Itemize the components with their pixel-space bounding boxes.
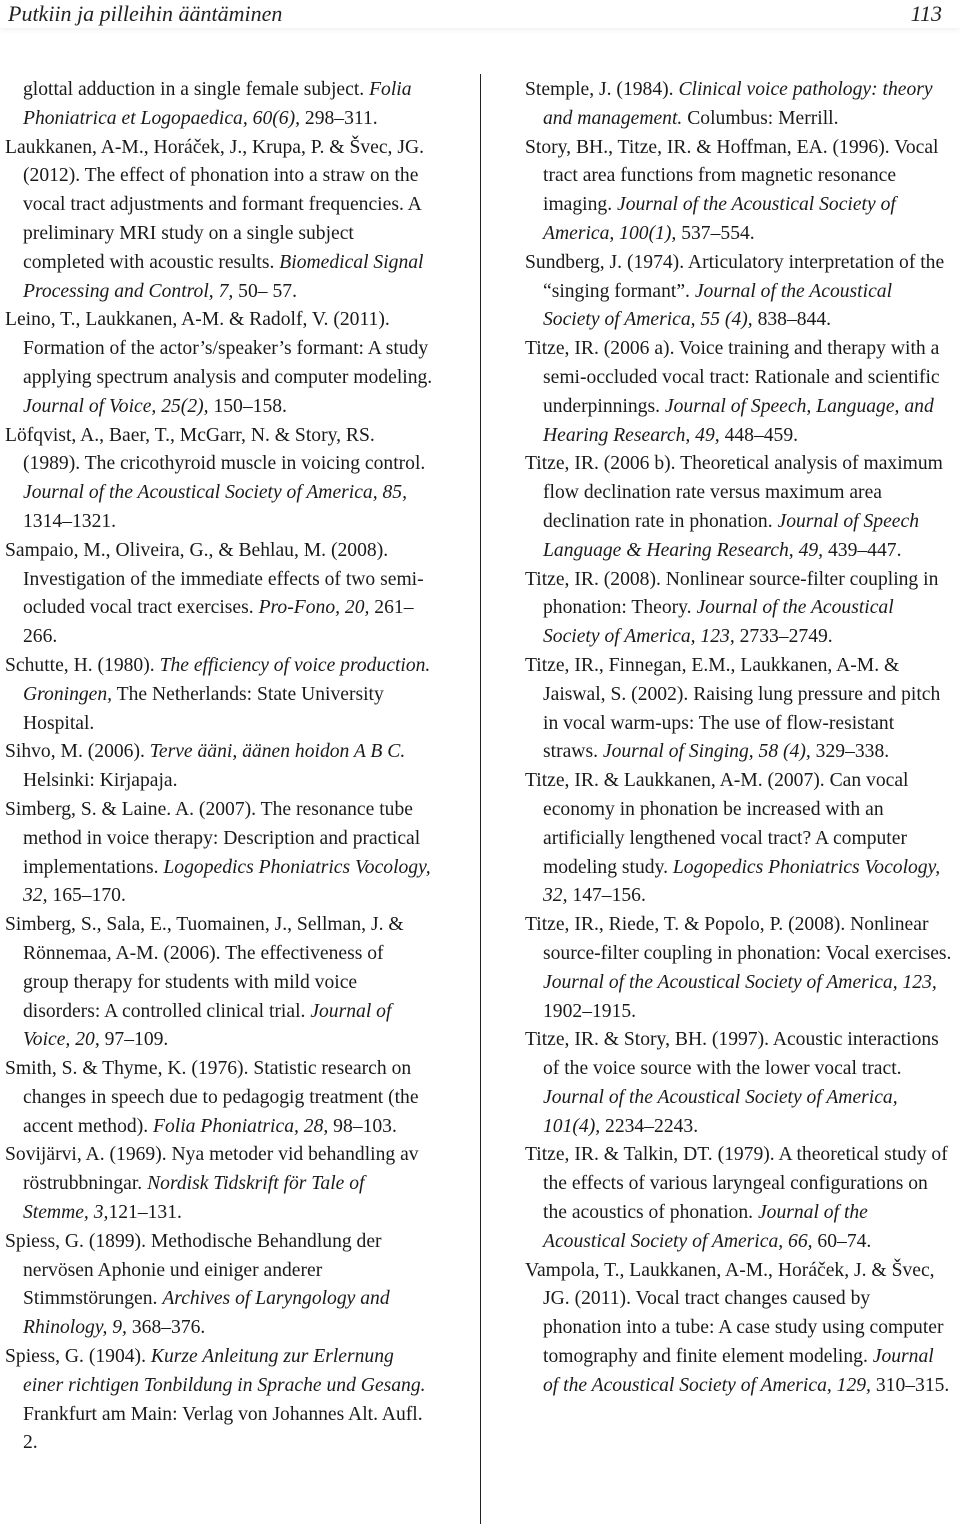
reference-entry	[525, 1257, 953, 1401]
reference-text: 97–109.	[99, 1029, 169, 1051]
reference-entry	[5, 1343, 433, 1458]
reference-entry	[5, 652, 433, 738]
reference-text: 60–74.	[812, 1230, 872, 1252]
reference-entry	[5, 1141, 433, 1227]
reference-source: Journal of the Acoustical Society of America, 85,	[23, 482, 408, 504]
reference-source: Journal of the Acoustical Society of America, 101(4),	[543, 1086, 898, 1137]
reference-text: Titze, IR. (2006 b). Theoretical analysis of maximum flow declination rate versus maximum area declination rate in phonation.	[525, 453, 943, 532]
reference-entry	[5, 422, 433, 537]
reference-source: Journal of Speech, Language, and Hearing Research, 49,	[543, 395, 934, 446]
reference-source: Journal of Speech Language & Hearing Research, 49,	[543, 510, 919, 561]
reference-text: Sampaio, M., Oliveira, G., & Behlau, M. (2008). Investigation of the immediate effects of two semi-ocluded vocal tract exercises.	[5, 539, 424, 619]
reference-text: Simberg, S. & Laine. A. (2007). The resonance tube method in voice therapy: Description and practical implementations.	[5, 798, 421, 878]
reference-source: Biomedical Signal Processing and Control, 7,	[23, 251, 424, 302]
reference-text: 310–315.	[870, 1374, 950, 1396]
reference-entry	[525, 450, 953, 565]
reference-source: Terve ääni, äänen hoidon A B C.	[149, 741, 406, 763]
reference-text: 2234–2243.	[600, 1115, 699, 1137]
reference-entry	[5, 306, 433, 421]
reference-source: Journal of Singing, 58 (4),	[602, 741, 811, 763]
reference-entry	[5, 738, 433, 796]
column-divider	[480, 74, 481, 1524]
reference-entry	[5, 537, 433, 652]
reference-text: 838–844.	[752, 309, 832, 331]
reference-text: Sundberg, J. (1974). Articulatory interpretation of the “singing formant”.	[525, 251, 945, 302]
reference-text: 1314–1321.	[23, 510, 117, 532]
reference-text: The Netherlands: State University Hospital.	[23, 683, 384, 734]
reference-text: 448–459.	[719, 424, 799, 446]
reference-text: Smith, S. & Thyme, K. (1976). Statistic research on changes in speech due to pedagogig treatment (the accent method).	[5, 1058, 419, 1137]
reference-entry	[5, 134, 433, 307]
reference-text: 329–338.	[810, 741, 890, 763]
reference-text: Laukkanen, A-M., Horáček, J., Krupa, P. & Švec, JG. (2012). The effect of phonation into a straw on the vocal tract adjustments and formant frequencies. A preliminary MRI study on a single subject completed with acoustic results.	[5, 136, 425, 273]
reference-entry	[525, 249, 953, 335]
reference-source: Kurze Anleitung zur Erlernung einer richtigen Tonbildung in Sprache und Gesang.	[23, 1346, 426, 1396]
reference-entry	[5, 76, 433, 134]
reference-source: Journal of the Acoustical Society of America, 123,	[543, 971, 937, 993]
reference-source: Clinical voice pathology: theory and management.	[543, 79, 933, 129]
reference-text: 298–311.	[300, 107, 378, 129]
reference-text: Titze, IR., Riede, T. & Popolo, P. (2008). Nonlinear source-filter coupling in phonation: Vocal exercises.	[525, 914, 952, 964]
reference-source: Archives of Laryngology and Rhinology, 9,	[23, 1288, 390, 1339]
reference-source: Journal of Voice, 20,	[23, 1000, 392, 1051]
reference-text: Helsinki: Kirjapaja.	[23, 770, 178, 792]
reference-source: Journal of the Acoustical Society of America, 66,	[543, 1202, 868, 1252]
reference-text: Spiess, G. (1904).	[5, 1346, 151, 1368]
reference-entry	[525, 134, 953, 249]
reference-text: Titze, IR. & Laukkanen, A-M. (2007). Can vocal economy in phonation be increased with an artificially lengthened vocal tract? A computer modeling study.	[525, 770, 909, 878]
reference-text: Leino, T., Laukkanen, A-M. & Radolf, V. (2011). Formation of the actor’s/speaker’s formant: A study applying spectrum analysis and computer modeling.	[5, 309, 433, 388]
reference-source: Journal of the Acoustical Society of America, 123,	[543, 597, 894, 648]
reference-entry	[5, 1228, 433, 1343]
reference-entry	[525, 911, 953, 1026]
reference-entry	[525, 1026, 953, 1141]
reference-text: Sovijärvi, A. (1969). Nya metoder vid behandling av röstrubbningar.	[5, 1144, 419, 1195]
reference-entry	[525, 76, 953, 134]
reference-text: 537–554.	[676, 222, 755, 244]
reference-entry	[525, 767, 953, 911]
running-header	[0, 0, 960, 28]
reference-text: Spiess, G. (1899). Methodische Behandlung der nervösen Aphonie und einiger anderer Stimmstörungen.	[5, 1230, 382, 1310]
reference-entry	[5, 796, 433, 911]
reference-source: Journal of the Acoustical Society of America, 129,	[543, 1346, 934, 1396]
reference-source: Logopedics Phoniatrics Vocology, 32,	[23, 856, 431, 907]
reference-source: Folia Phoniatrica, 28,	[153, 1115, 329, 1137]
reference-text: 50– 57.	[233, 280, 297, 302]
right-column-references	[525, 76, 953, 1401]
reference-text: Frankfurt am Main: Verlag von Johannes Alt. Aufl. 2.	[23, 1403, 423, 1454]
reference-text: Vampola, T., Laukkanen, A-M., Horáček, J. & Švec, JG. (2011). Vocal tract changes caused by phonation into a tube: A case study using computer tomography and finite element modeling.	[525, 1259, 944, 1368]
reference-text: 439–447.	[823, 539, 902, 561]
reference-text: 2733–2749.	[734, 626, 833, 648]
reference-text: Simberg, S., Sala, E., Tuomainen, J., Sellman, J. & Rönnemaa, A-M. (2006). The effectiveness of group therapy for students with mild voice disorders: A controlled clinical trial.	[5, 914, 404, 1022]
reference-text: Schutte, H. (1980).	[5, 654, 160, 676]
reference-text: Story, BH., Titze, IR. & Hoffman, EA. (1996). Vocal tract area functions from magnetic resonance imaging.	[525, 136, 939, 216]
reference-text: Sihvo, M. (2006).	[5, 741, 150, 763]
reference-entry	[525, 335, 953, 450]
reference-entry	[5, 1055, 433, 1141]
reference-text: 368–376.	[126, 1317, 206, 1339]
reference-source: Folia Phoniatrica et Logopaedica, 60(6),	[23, 79, 412, 129]
reference-text: Titze, IR. (2008). Nonlinear source-filter coupling in phonation: Theory.	[525, 568, 939, 619]
reference-source: Journal of the Acoustical Society of America, 55 (4),	[543, 280, 893, 331]
reference-entry	[525, 566, 953, 652]
reference-source: Journal of the Acoustical Society of America, 100(1),	[543, 194, 896, 244]
reference-source: Nordisk Tidskrift för Tale of Stemme, 3,	[23, 1173, 365, 1224]
reference-text: 1902–1915.	[543, 1000, 637, 1022]
reference-text: Titze, IR., Finnegan, E.M., Laukkanen, A-M. & Jaiswal, S. (2002). Raising lung pressure and pitch in vocal warm-ups: The use of flow-resistant straws.	[525, 654, 941, 763]
reference-text: 165–170.	[47, 885, 126, 907]
reference-text: Titze, IR. & Story, BH. (1997). Acoustic interactions of the voice source with the lower vocal tract.	[525, 1029, 939, 1080]
reference-source: Journal of Voice, 25(2),	[23, 395, 209, 417]
reference-entry	[5, 911, 433, 1055]
reference-text: Titze, IR. (2006 a). Voice training and therapy with a semi-occluded vocal tract: Rationale and scientific underpinnings.	[525, 338, 940, 417]
reference-text: 150–158.	[208, 395, 287, 417]
reference-text: Columbus: Merrill.	[682, 107, 839, 129]
reference-source: Logopedics Phoniatrics Vocology, 32,	[543, 856, 941, 907]
reference-text: glottal adduction in a single female subject.	[23, 79, 370, 100]
page-number: 113	[910, 1, 942, 26]
reference-text: 98–103.	[328, 1115, 397, 1137]
reference-text: 121–131.	[108, 1202, 182, 1224]
reference-text: Stemple, J. (1984).	[525, 79, 679, 100]
reference-source: The efficiency of voice production. Groningen,	[23, 654, 431, 705]
reference-text: Titze, IR. & Talkin, DT. (1979). A theoretical study of the effects of various laryngeal configurations on the acoustics of phonation.	[525, 1144, 948, 1224]
left-column-references	[5, 76, 433, 1458]
running-title: Putkiin ja pilleihin ääntäminen	[8, 1, 283, 26]
reference-text: 261–266.	[23, 597, 414, 648]
reference-source: Pro-Fono, 20,	[258, 597, 370, 619]
reference-text: Löfqvist, A., Baer, T., McGarr, N. & Story, RS. (1989). The cricothyroid muscle in voicing control.	[5, 424, 426, 475]
reference-text: 147–156.	[567, 885, 646, 907]
reference-entry	[525, 652, 953, 767]
reference-entry	[525, 1141, 953, 1256]
